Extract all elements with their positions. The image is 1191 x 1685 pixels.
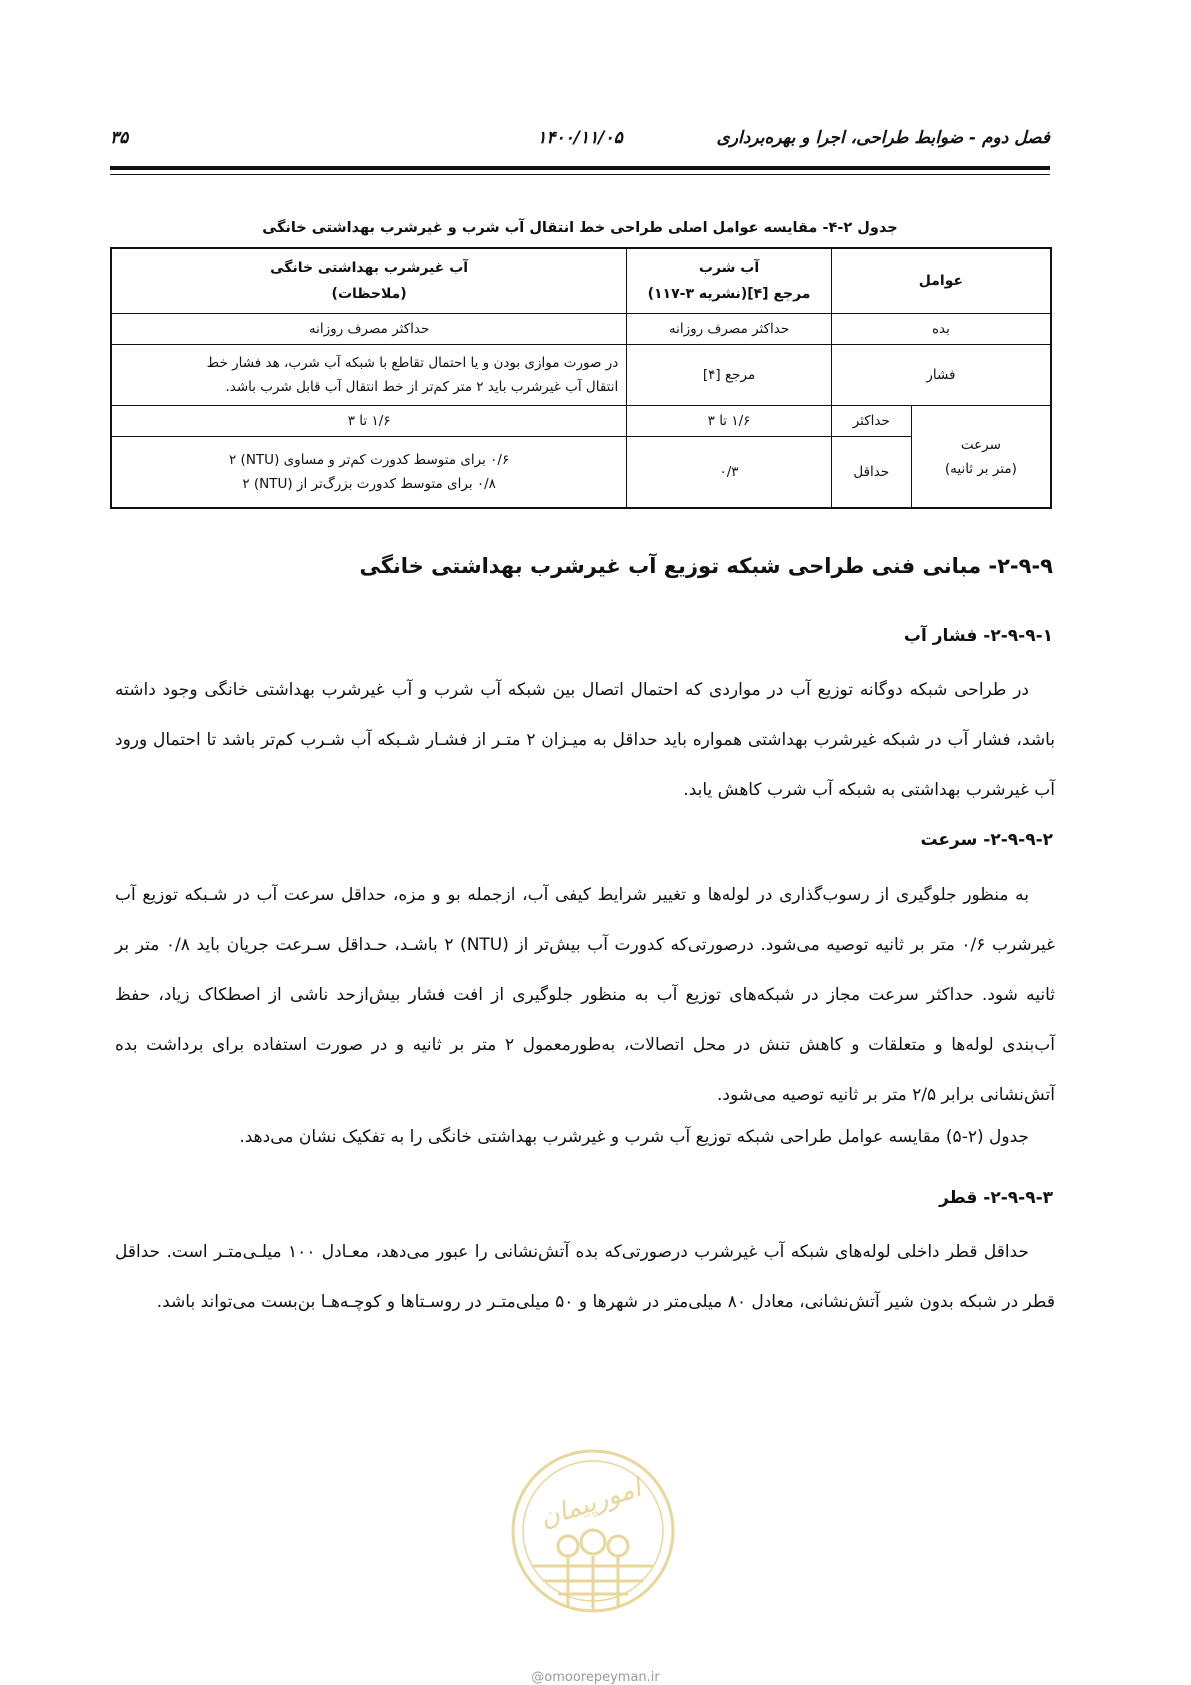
pressure-heading: ۲-۹-۹-۱- فشار آب bbox=[903, 626, 1053, 646]
row-flow-factor: بده bbox=[831, 314, 1051, 345]
header-drinking-ref: مرجع [۴](نشریه ۳-۱۱۷) bbox=[647, 286, 811, 302]
chapter-title: فصل دوم - ضوابط طراحی، اجرا و بهره‌برداری bbox=[716, 128, 1050, 148]
pressure-paragraph: در طراحی شبکه دوگانه توزیع آب در مواردی که احتمال اتصال بین شبکه آب شرب و آب غیرشرب بهداشتی خانگی وجود داشته باشد، فشار آب در شبکه غیرشرب بهداشتی همواره باید حداقل به میـزان ۲ متـر از فشـار شـبکه آب شـرب کم‌تر باشد تا احتمال ورود آب غیرشرب بهداشتی به شبکه آب شرب کاهش یابد. bbox=[115, 680, 1055, 800]
table-row bbox=[111, 406, 1051, 437]
header-nondrinking bbox=[111, 248, 627, 314]
table-row bbox=[111, 437, 1051, 509]
pressure-note-line1: در صورت موازی بودن و یا احتمال تقاطع با شبکه آب شرب، هد فشار خط bbox=[206, 355, 619, 371]
table-header-row bbox=[111, 248, 1051, 314]
velocity-factor-unit: (متر بر ثانیه) bbox=[944, 460, 1017, 477]
page-number: ۳۵ bbox=[110, 128, 129, 148]
diameter-paragraph: حداقل قطر داخلی لوله‌های شبکه آب غیرشرب درصورتی‌که بده آتش‌نشانی را عبور می‌دهد، معـادل ۱۰۰ میلـی‌متـر است. حداقل قطر در شبکه بدون شیر آتش‌نشانی، معادل ۸۰ میلی‌متر در شهرها و ۵۰ میلی‌متـر در روسـتاها و کوچـه‌هـا بن‌بست می‌تواند باشد. bbox=[115, 1242, 1055, 1312]
diameter-heading: ۲-۹-۹-۳- قطر bbox=[939, 1188, 1053, 1208]
velocity-max-label: حداکثر bbox=[831, 406, 911, 437]
table-row bbox=[111, 314, 1051, 345]
header-rule-thin bbox=[110, 174, 1050, 175]
velocity-min-note-line2: ۰/۸ برای متوسط کدورت بزرگ‌تر از (NTU) ۲ bbox=[242, 476, 496, 492]
velocity-min-nondrinking bbox=[111, 437, 627, 509]
table-caption: جدول ۲-۴- مقایسه عوامل اصلی طراحی خط انتقال آب شرب و غیرشرب بهداشتی خانگی bbox=[262, 220, 898, 236]
velocity-min-label: حداقل bbox=[831, 437, 911, 509]
row-flow-nondrinking: حداکثر مصرف روزانه bbox=[111, 314, 627, 345]
row-pressure-nondrinking bbox=[111, 345, 627, 406]
velocity-heading: ۲-۹-۹-۲- سرعت bbox=[920, 830, 1053, 850]
row-flow-drinking: حداکثر مصرف روزانه bbox=[627, 314, 832, 345]
velocity-min-note-line1: ۰/۶ برای متوسط کدورت کم‌تر و مساوی (NTU) ۲ bbox=[229, 452, 510, 468]
row-pressure-factor: فشار bbox=[831, 345, 1051, 406]
velocity-min-drinking: ۰/۳ bbox=[627, 437, 832, 509]
row-pressure-drinking: مرجع [۴] bbox=[627, 345, 832, 406]
section-heading: ۲-۹-۹- مبانی فنی طراحی شبکه توزیع آب غیرشرب بهداشتی خانگی bbox=[359, 554, 1053, 578]
watermark-logo-text: امورپیمان bbox=[536, 1473, 645, 1534]
header-nondrinking-notes: (ملاحظات) bbox=[331, 286, 407, 302]
pressure-note-line2: انتقال آب غیرشرب باید ۲ متر کم‌تر از خط انتقال آب قابل شرب باشد. bbox=[225, 379, 619, 395]
header-factors: عوامل bbox=[831, 248, 1051, 314]
page-header bbox=[110, 128, 1050, 158]
header-nondrinking-title: آب غیرشرب بهداشتی خانگی bbox=[270, 260, 469, 276]
row-velocity-factor bbox=[911, 406, 1051, 509]
velocity-max-nondrinking: ۱/۶ تا ۳ bbox=[111, 406, 627, 437]
header-date: ۱۴۰۰/۱۱/۰۵ bbox=[537, 128, 623, 148]
header-drinking bbox=[627, 248, 832, 314]
comparison-table bbox=[110, 247, 1052, 509]
watermark-url: @omoorepeyman.ir bbox=[531, 1670, 660, 1685]
header-rule-thick bbox=[110, 166, 1050, 170]
velocity-factor-title: سرعت bbox=[960, 436, 1001, 453]
table-row bbox=[111, 345, 1051, 406]
velocity-paragraph-2: جدول (۲-۵) مقایسه عوامل طراحی شبکه توزیع آب شرب و غیرشرب بهداشتی خانگی را به تفکیک نشان می‌دهد. bbox=[239, 1127, 1029, 1147]
velocity-paragraph: به منظور جلوگیری از رسوب‌گذاری در لوله‌ها و تغییر شرایط کیفی آب، ازجمله بو و مزه، حداقل سرعت آب در شـبکه توزیع آب غیرشرب ۰/۶ متر بر ثانیه توصیه می‌شود. درصورتی‌که کدورت آب بیش‌تر از (NTU) ۲ باشـد، حـداقل سـرعت جریان باید ۰/۸ متر بر ثانیه شود. حداکثر سرعت مجاز در شبکه‌های توزیع آب به منظور جلوگیری از افت فشار بیش‌ازحد ناشی از اصطکاک زیاد، حفظ آب‌بندی لوله‌ها و متعلقات و کاهش تنش در محل اتصالات، به‌طورمعمول ۲ متر بر ثانیه و در صورت استفاده برای برداشت بده آتش‌نشانی برابر ۲/۵ متر بر ثانیه توصیه می‌شود. bbox=[115, 885, 1055, 1105]
watermark-logo bbox=[508, 1446, 678, 1616]
velocity-max-drinking: ۱/۶ تا ۳ bbox=[627, 406, 832, 437]
header-drinking-title: آب شرب bbox=[698, 260, 760, 276]
